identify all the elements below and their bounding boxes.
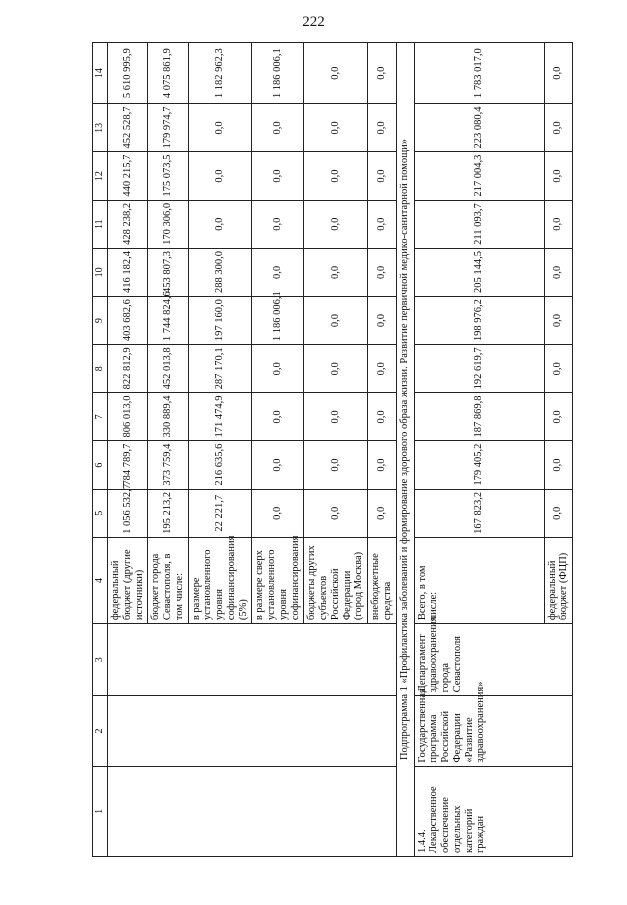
subprogram-title: Подпрограмма 1 «Профилактика заболеваний и формирование здорового образа жизни. Развитие первичной медико-санитарной помощи» xyxy=(396,43,414,857)
value-cell: 0,0 xyxy=(544,43,573,104)
value-cell: 428 238,2 xyxy=(108,200,148,248)
value-cell: 0,0 xyxy=(544,152,573,200)
column-number: 9 xyxy=(93,296,108,344)
value-cell: 288 300,0 xyxy=(188,248,252,296)
value-cell: 187 869,8 xyxy=(414,393,544,441)
value-cell: 0,0 xyxy=(368,441,397,489)
column-number: 5 xyxy=(93,489,108,537)
value-cell: 1 744 824,6 xyxy=(148,296,188,344)
value-cell: 0,0 xyxy=(368,345,397,393)
column-number: 11 xyxy=(93,200,108,248)
funding-source-cell: бюджет города Севастополя, в том числе: xyxy=(148,537,188,623)
value-cell: 0,0 xyxy=(368,43,397,104)
value-cell: 0,0 xyxy=(304,152,368,200)
value-cell: 0,0 xyxy=(544,345,573,393)
column-number: 3 xyxy=(93,624,108,696)
table-row xyxy=(108,43,148,857)
value-cell: 287 170,1 xyxy=(188,345,252,393)
value-cell: 0,0 xyxy=(252,248,304,296)
value-cell: 0,0 xyxy=(544,393,573,441)
value-cell: 0,0 xyxy=(188,104,252,152)
funding-source-cell: в размере сверх установленного уровня софинансирования xyxy=(252,537,304,623)
value-cell: 0,0 xyxy=(188,152,252,200)
executor-cell: Департамент здравоохранения города Севастополя xyxy=(414,624,573,696)
value-cell: 0,0 xyxy=(188,200,252,248)
value-cell: 0,0 xyxy=(368,200,397,248)
value-cell: 192 619,7 xyxy=(414,345,544,393)
value-cell: 0,0 xyxy=(544,296,573,344)
empty-cell xyxy=(108,624,397,696)
funding-source-cell: федеральный бюджет (ФЦП) xyxy=(544,537,573,623)
value-cell: 0,0 xyxy=(368,393,397,441)
value-cell: 330 889,4 xyxy=(148,393,188,441)
value-cell: 0,0 xyxy=(368,489,397,537)
value-cell: 5 610 995,9 xyxy=(108,43,148,104)
value-cell: 205 144,5 xyxy=(414,248,544,296)
value-cell: 217 004,3 xyxy=(414,152,544,200)
column-number: 7 xyxy=(93,393,108,441)
value-cell: 0,0 xyxy=(304,296,368,344)
column-number: 2 xyxy=(93,696,108,766)
value-cell: 0,0 xyxy=(252,441,304,489)
value-cell: 170 306,0 xyxy=(148,200,188,248)
value-cell: 0,0 xyxy=(368,152,397,200)
funding-source-cell: федеральный бюджет (другие источники) xyxy=(108,537,148,623)
page-number: 222 xyxy=(302,14,325,30)
column-numbers-row xyxy=(93,43,108,857)
value-cell: 0,0 xyxy=(304,248,368,296)
value-cell: 0,0 xyxy=(252,489,304,537)
value-cell: 0,0 xyxy=(304,489,368,537)
value-cell: 211 093,7 xyxy=(414,200,544,248)
column-number: 14 xyxy=(93,43,108,104)
value-cell: 179 405,2 xyxy=(414,441,544,489)
value-cell: 0,0 xyxy=(252,393,304,441)
value-cell: 197 160,0 xyxy=(188,296,252,344)
funding-source-cell: бюджеты других субъектов Российской Федерации (город Москва) xyxy=(304,537,368,623)
value-cell: 22 221,7 xyxy=(188,489,252,537)
value-cell: 171 474,9 xyxy=(188,393,252,441)
column-number: 6 xyxy=(93,441,108,489)
value-cell: 0,0 xyxy=(252,200,304,248)
value-cell: 4 075 861,9 xyxy=(148,43,188,104)
value-cell: 223 080,4 xyxy=(414,104,544,152)
value-cell: 0,0 xyxy=(304,104,368,152)
column-number: 12 xyxy=(93,152,108,200)
value-cell: 452 528,7 xyxy=(108,104,148,152)
value-cell: 0,0 xyxy=(304,200,368,248)
funding-source-cell: Всего, в том числе: xyxy=(414,537,544,623)
value-cell: 784 789,7 xyxy=(108,441,148,489)
value-cell: 0,0 xyxy=(252,345,304,393)
value-cell: 1 056 532,7 xyxy=(108,489,148,537)
budget-table xyxy=(92,42,573,857)
subprogram-row xyxy=(396,43,414,857)
rotated-table-sheet xyxy=(92,42,622,857)
value-cell: 0,0 xyxy=(368,104,397,152)
value-cell: 175 073,5 xyxy=(148,152,188,200)
value-cell: 0,0 xyxy=(304,43,368,104)
value-cell: 403 682,6 xyxy=(108,296,148,344)
value-cell: 0,0 xyxy=(304,393,368,441)
program-cell: Государственная программа Российской Федерации «Развитие здравоохранения» xyxy=(414,696,573,766)
value-cell: 0,0 xyxy=(252,104,304,152)
value-cell: 0,0 xyxy=(368,296,397,344)
value-cell: 0,0 xyxy=(368,248,397,296)
empty-cell xyxy=(108,766,397,856)
table-row xyxy=(414,43,544,857)
column-number: 10 xyxy=(93,248,108,296)
value-cell: 198 976,2 xyxy=(414,296,544,344)
value-cell: 0,0 xyxy=(544,489,573,537)
value-cell: 453 807,3 xyxy=(148,248,188,296)
value-cell: 179 974,7 xyxy=(148,104,188,152)
value-cell: 0,0 xyxy=(544,248,573,296)
column-number: 13 xyxy=(93,104,108,152)
column-number: 8 xyxy=(93,345,108,393)
column-number: 1 xyxy=(93,766,108,856)
value-cell: 0,0 xyxy=(252,152,304,200)
value-cell: 1 186 006,1 xyxy=(252,296,304,344)
value-cell: 0,0 xyxy=(304,441,368,489)
funding-source-cell: в размере установленного уровня софинансирования (5%) xyxy=(188,537,252,623)
value-cell: 1 783 017,0 xyxy=(414,43,544,104)
value-cell: 452 013,8 xyxy=(148,345,188,393)
value-cell: 440 215,7 xyxy=(108,152,148,200)
value-cell: 167 823,2 xyxy=(414,489,544,537)
value-cell: 0,0 xyxy=(544,200,573,248)
empty-cell xyxy=(108,696,397,766)
value-cell: 0,0 xyxy=(304,345,368,393)
value-cell: 0,0 xyxy=(544,104,573,152)
value-cell: 0,0 xyxy=(544,441,573,489)
value-cell: 1 182 962,3 xyxy=(188,43,252,104)
value-cell: 822 812,9 xyxy=(108,345,148,393)
value-cell: 416 182,4 xyxy=(108,248,148,296)
value-cell: 373 759,4 xyxy=(148,441,188,489)
value-cell: 806 013,0 xyxy=(108,393,148,441)
column-number: 4 xyxy=(93,537,108,623)
funding-source-cell: внебюджетные средства xyxy=(368,537,397,623)
value-cell: 195 213,2 xyxy=(148,489,188,537)
value-cell: 216 635,6 xyxy=(188,441,252,489)
item-name-cell: 1.4.4. Лекарственное обеспечение отдельных категорий граждан xyxy=(414,766,573,856)
value-cell: 1 186 006,1 xyxy=(252,43,304,104)
